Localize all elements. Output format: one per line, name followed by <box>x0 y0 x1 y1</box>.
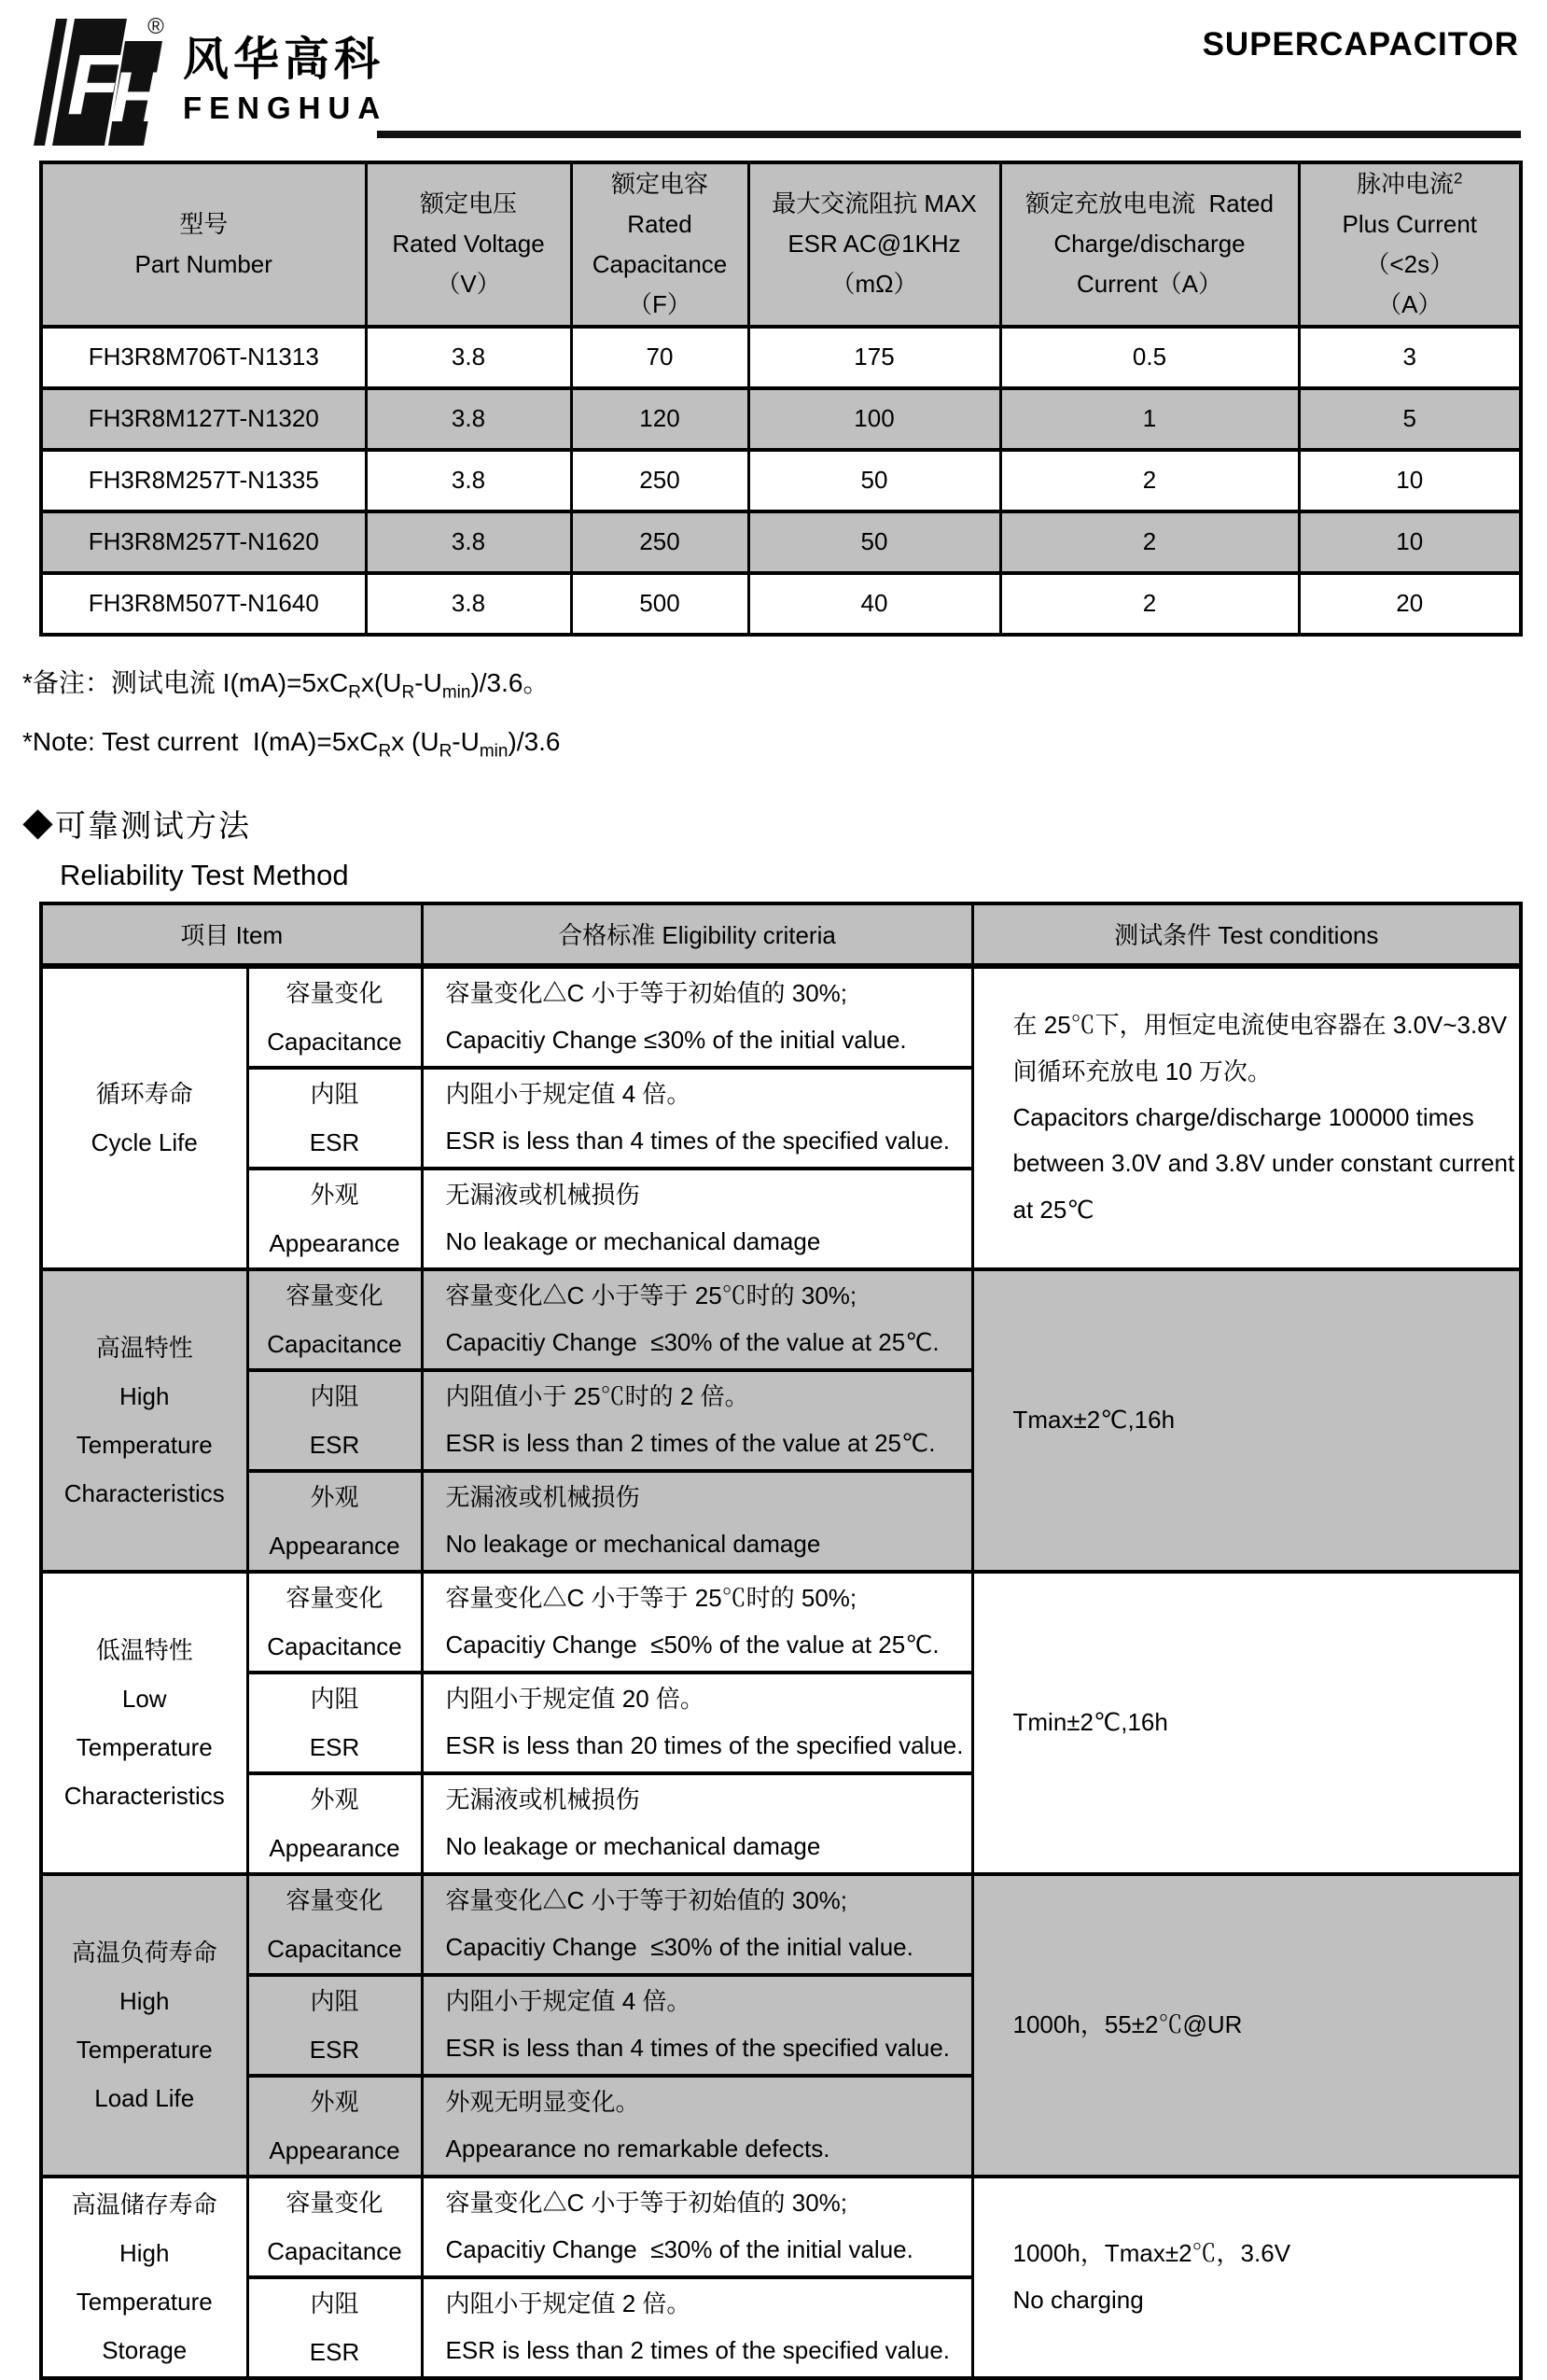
col-header-rated-current: 额定充放电电流 Rated Charge/discharge Current（A） <box>1000 162 1299 327</box>
subitem-cell: 外观 Appearance <box>247 1471 422 1572</box>
col-header-max-esr: 最大交流阻抗 MAX ESR AC@1KHz （mΩ） <box>748 162 1000 327</box>
test-current-note-en: *Note: Test current $I(mA)=5xC_Rx$ $(U_R-U_{min})/3.6$ <box>22 727 561 762</box>
subitem-cell: 容量变化 Capacitance <box>247 1572 422 1673</box>
cell-rated-voltage: 3.8 <box>366 450 571 511</box>
brand-name-en: FENGHUA <box>183 91 388 125</box>
reliability-row <box>41 966 1521 1068</box>
spec-row <box>41 327 1521 388</box>
criteria-cell: 内阻值小于 25℃时的 2 倍。 ESR is less than 2 times of the value at 25℃. <box>422 1370 972 1471</box>
criteria-cell: 内阻小于规定值 4 倍。 ESR is less than 4 times of the specified value. <box>422 1068 972 1169</box>
col-header-conditions: 测试条件 Test conditions <box>972 903 1521 966</box>
section-heading-cn: ◆可靠测试方法 <box>22 807 251 843</box>
subitem-cell: 内阻 ESR <box>247 1370 422 1471</box>
cell-pulse-current: 10 <box>1299 450 1521 511</box>
spec-header-row <box>41 162 1521 327</box>
spec-row <box>41 573 1521 635</box>
cell-max-esr: 50 <box>748 511 1000 573</box>
logo-letter-f: F <box>66 37 120 133</box>
category-cell-low-temp: 低温特性 Low Temperature Characteristics <box>41 1572 247 1874</box>
subitem-cell: 内阻 ESR <box>247 1068 422 1169</box>
subitem-cell: 容量变化 Capacitance <box>247 2177 422 2277</box>
brand-name-cn: 风华高科 <box>183 35 385 85</box>
conditions-cell-storage: 1000h，Tmax±2℃，3.6V No charging <box>972 2177 1521 2378</box>
cell-part-number: FH3R8M257T-N1620 <box>41 511 366 573</box>
part-spec-table <box>39 161 1523 637</box>
page-title: SUPERCAPACITOR <box>1202 26 1519 63</box>
cell-rated-current: 2 <box>1000 573 1299 635</box>
cell-pulse-current: 5 <box>1299 388 1521 450</box>
cell-part-number: FH3R8M706T-N1313 <box>41 327 366 388</box>
subitem-cell: 容量变化 Capacitance <box>247 1874 422 1975</box>
criteria-cell: 无漏液或机械损伤 No leakage or mechanical damage <box>422 1169 972 1269</box>
cell-part-number: FH3R8M257T-N1335 <box>41 450 366 511</box>
criteria-cell: 无漏液或机械损伤 No leakage or mechanical damage <box>422 1773 972 1874</box>
cell-rated-voltage: 3.8 <box>366 388 571 450</box>
reliability-header-row <box>41 903 1521 966</box>
cell-rated-capacitance: 120 <box>571 388 748 450</box>
cell-rated-current: 0.5 <box>1000 327 1299 388</box>
criteria-cell: 外观无明显变化。 Appearance no remarkable defects. <box>422 2076 972 2177</box>
logo-letter-h: H <box>110 58 162 137</box>
criteria-cell: 内阻小于规定值 4 倍。 ESR is less than 4 times of the specified value. <box>422 1975 972 2076</box>
section-heading-en: Reliability Test Method <box>60 858 349 891</box>
reliability-test-table <box>39 902 1523 2380</box>
criteria-cell: 容量变化△C 小于等于 25℃时的 50%; Capacitiy Change ≤50% of the value at 25℃. <box>422 1572 972 1673</box>
criteria-cell: 内阻小于规定值 20 倍。 ESR is less than 20 times of the specified value. <box>422 1673 972 1773</box>
page-header <box>0 0 1547 159</box>
reliability-row <box>41 1572 1521 1673</box>
fenghua-logo-icon <box>22 14 168 147</box>
cell-max-esr: 50 <box>748 450 1000 511</box>
cell-pulse-current: 3 <box>1299 327 1521 388</box>
subitem-cell: 外观 Appearance <box>247 2076 422 2177</box>
category-cell-high-temp: 高温特性 High Temperature Characteristics <box>41 1269 247 1572</box>
spec-row <box>41 450 1521 511</box>
criteria-cell: 容量变化△C 小于等于 25℃时的 30%; Capacitiy Change ≤30% of the value at 25℃. <box>422 1269 972 1370</box>
cell-rated-current: 1 <box>1000 388 1299 450</box>
subitem-cell: 外观 Appearance <box>247 1169 422 1269</box>
subitem-cell: 外观 Appearance <box>247 1773 422 1874</box>
criteria-cell: 容量变化△C 小于等于初始值的 30%; Capacitiy Change ≤30% of the initial value. <box>422 1874 972 1975</box>
cell-rated-capacitance: 250 <box>571 450 748 511</box>
pulse-header-text: 脉冲电流 <box>1357 170 1455 198</box>
criteria-cell: 容量变化△C 小于等于初始值的 30%; Capacitiy Change ≤30% of the initial value. <box>422 2177 972 2277</box>
col-header-part-number: 型号 Part Number <box>41 162 366 327</box>
criteria-cell: 内阻小于规定值 2 倍。 ESR is less than 2 times of the specified value. <box>422 2277 972 2378</box>
criteria-cell: 容量变化△C 小于等于初始值的 30%; Capacitiy Change ≤30% of the initial value. <box>422 966 972 1068</box>
subitem-cell: 容量变化 Capacitance <box>247 966 422 1068</box>
subitem-cell: 容量变化 Capacitance <box>247 1269 422 1370</box>
category-cell-cycle-life: 循环寿命 Cycle Life <box>41 966 247 1269</box>
cell-max-esr: 175 <box>748 327 1000 388</box>
cell-rated-voltage: 3.8 <box>366 511 571 573</box>
reliability-row <box>41 2177 1521 2277</box>
cell-pulse-current: 20 <box>1299 573 1521 635</box>
cell-rated-capacitance: 250 <box>571 511 748 573</box>
pulse-header-superscript: 2 <box>1454 169 1463 188</box>
conditions-cell-low-temp: Tmin±2℃,16h <box>972 1572 1521 1874</box>
subitem-cell: 内阻 ESR <box>247 1975 422 2076</box>
cell-rated-capacitance: 70 <box>571 327 748 388</box>
cell-rated-capacitance: 500 <box>571 573 748 635</box>
col-header-pulse-current: 脉冲电流$^2$ Plus Current （<2s） （A） <box>1299 162 1521 327</box>
subitem-cell: 内阻 ESR <box>247 1673 422 1773</box>
cell-part-number: FH3R8M127T-N1320 <box>41 388 366 450</box>
test-current-note-cn: *备注：测试电流 $I(mA)=5xC_Rx(U_R-U_{min})/3.6$。 <box>22 667 550 703</box>
subitem-cell: 内阻 ESR <box>247 2277 422 2378</box>
cell-rated-current: 2 <box>1000 511 1299 573</box>
conditions-cell-load-life: 1000h，55±2℃@UR <box>972 1874 1521 2177</box>
category-cell-storage: 高温储存寿命 High Temperature Storage <box>41 2177 247 2378</box>
cell-rated-voltage: 3.8 <box>366 573 571 635</box>
col-header-criteria: 合格标准 Eligibility criteria <box>422 903 972 966</box>
conditions-cell-cycle-life: 在 25℃下，用恒定电流使电容器在 3.0V~3.8V 间循环充放电 10 万次。 Capacitors charge/discharge 100000 times between 3.0V and 3.8V under constant current at 25℃ <box>972 966 1521 1269</box>
spec-row <box>41 511 1521 573</box>
cell-rated-voltage: 3.8 <box>366 327 571 388</box>
cell-part-number: FH3R8M507T-N1640 <box>41 573 366 635</box>
col-header-rated-capacitance: 额定电容 Rated Capacitance （F） <box>571 162 748 327</box>
col-header-item: 项目 Item <box>41 903 422 966</box>
reliability-row <box>41 1269 1521 1370</box>
spec-row <box>41 388 1521 450</box>
reliability-row <box>41 1874 1521 1975</box>
cell-max-esr: 40 <box>748 573 1000 635</box>
category-cell-load-life: 高温负荷寿命 High Temperature Load Life <box>41 1874 247 2177</box>
criteria-cell: 无漏液或机械损伤 No leakage or mechanical damage <box>422 1471 972 1572</box>
brand-block <box>183 37 387 123</box>
cell-rated-current: 2 <box>1000 450 1299 511</box>
header-rule <box>377 131 1521 138</box>
cell-pulse-current: 10 <box>1299 511 1521 573</box>
col-header-rated-voltage: 额定电压 Rated Voltage （V） <box>366 162 571 327</box>
cell-max-esr: 100 <box>748 388 1000 450</box>
diamond-bullet-icon: ◆ <box>22 807 55 843</box>
conditions-cell-high-temp: Tmax±2℃,16h <box>972 1269 1521 1572</box>
registered-mark-icon: ® <box>147 14 164 39</box>
